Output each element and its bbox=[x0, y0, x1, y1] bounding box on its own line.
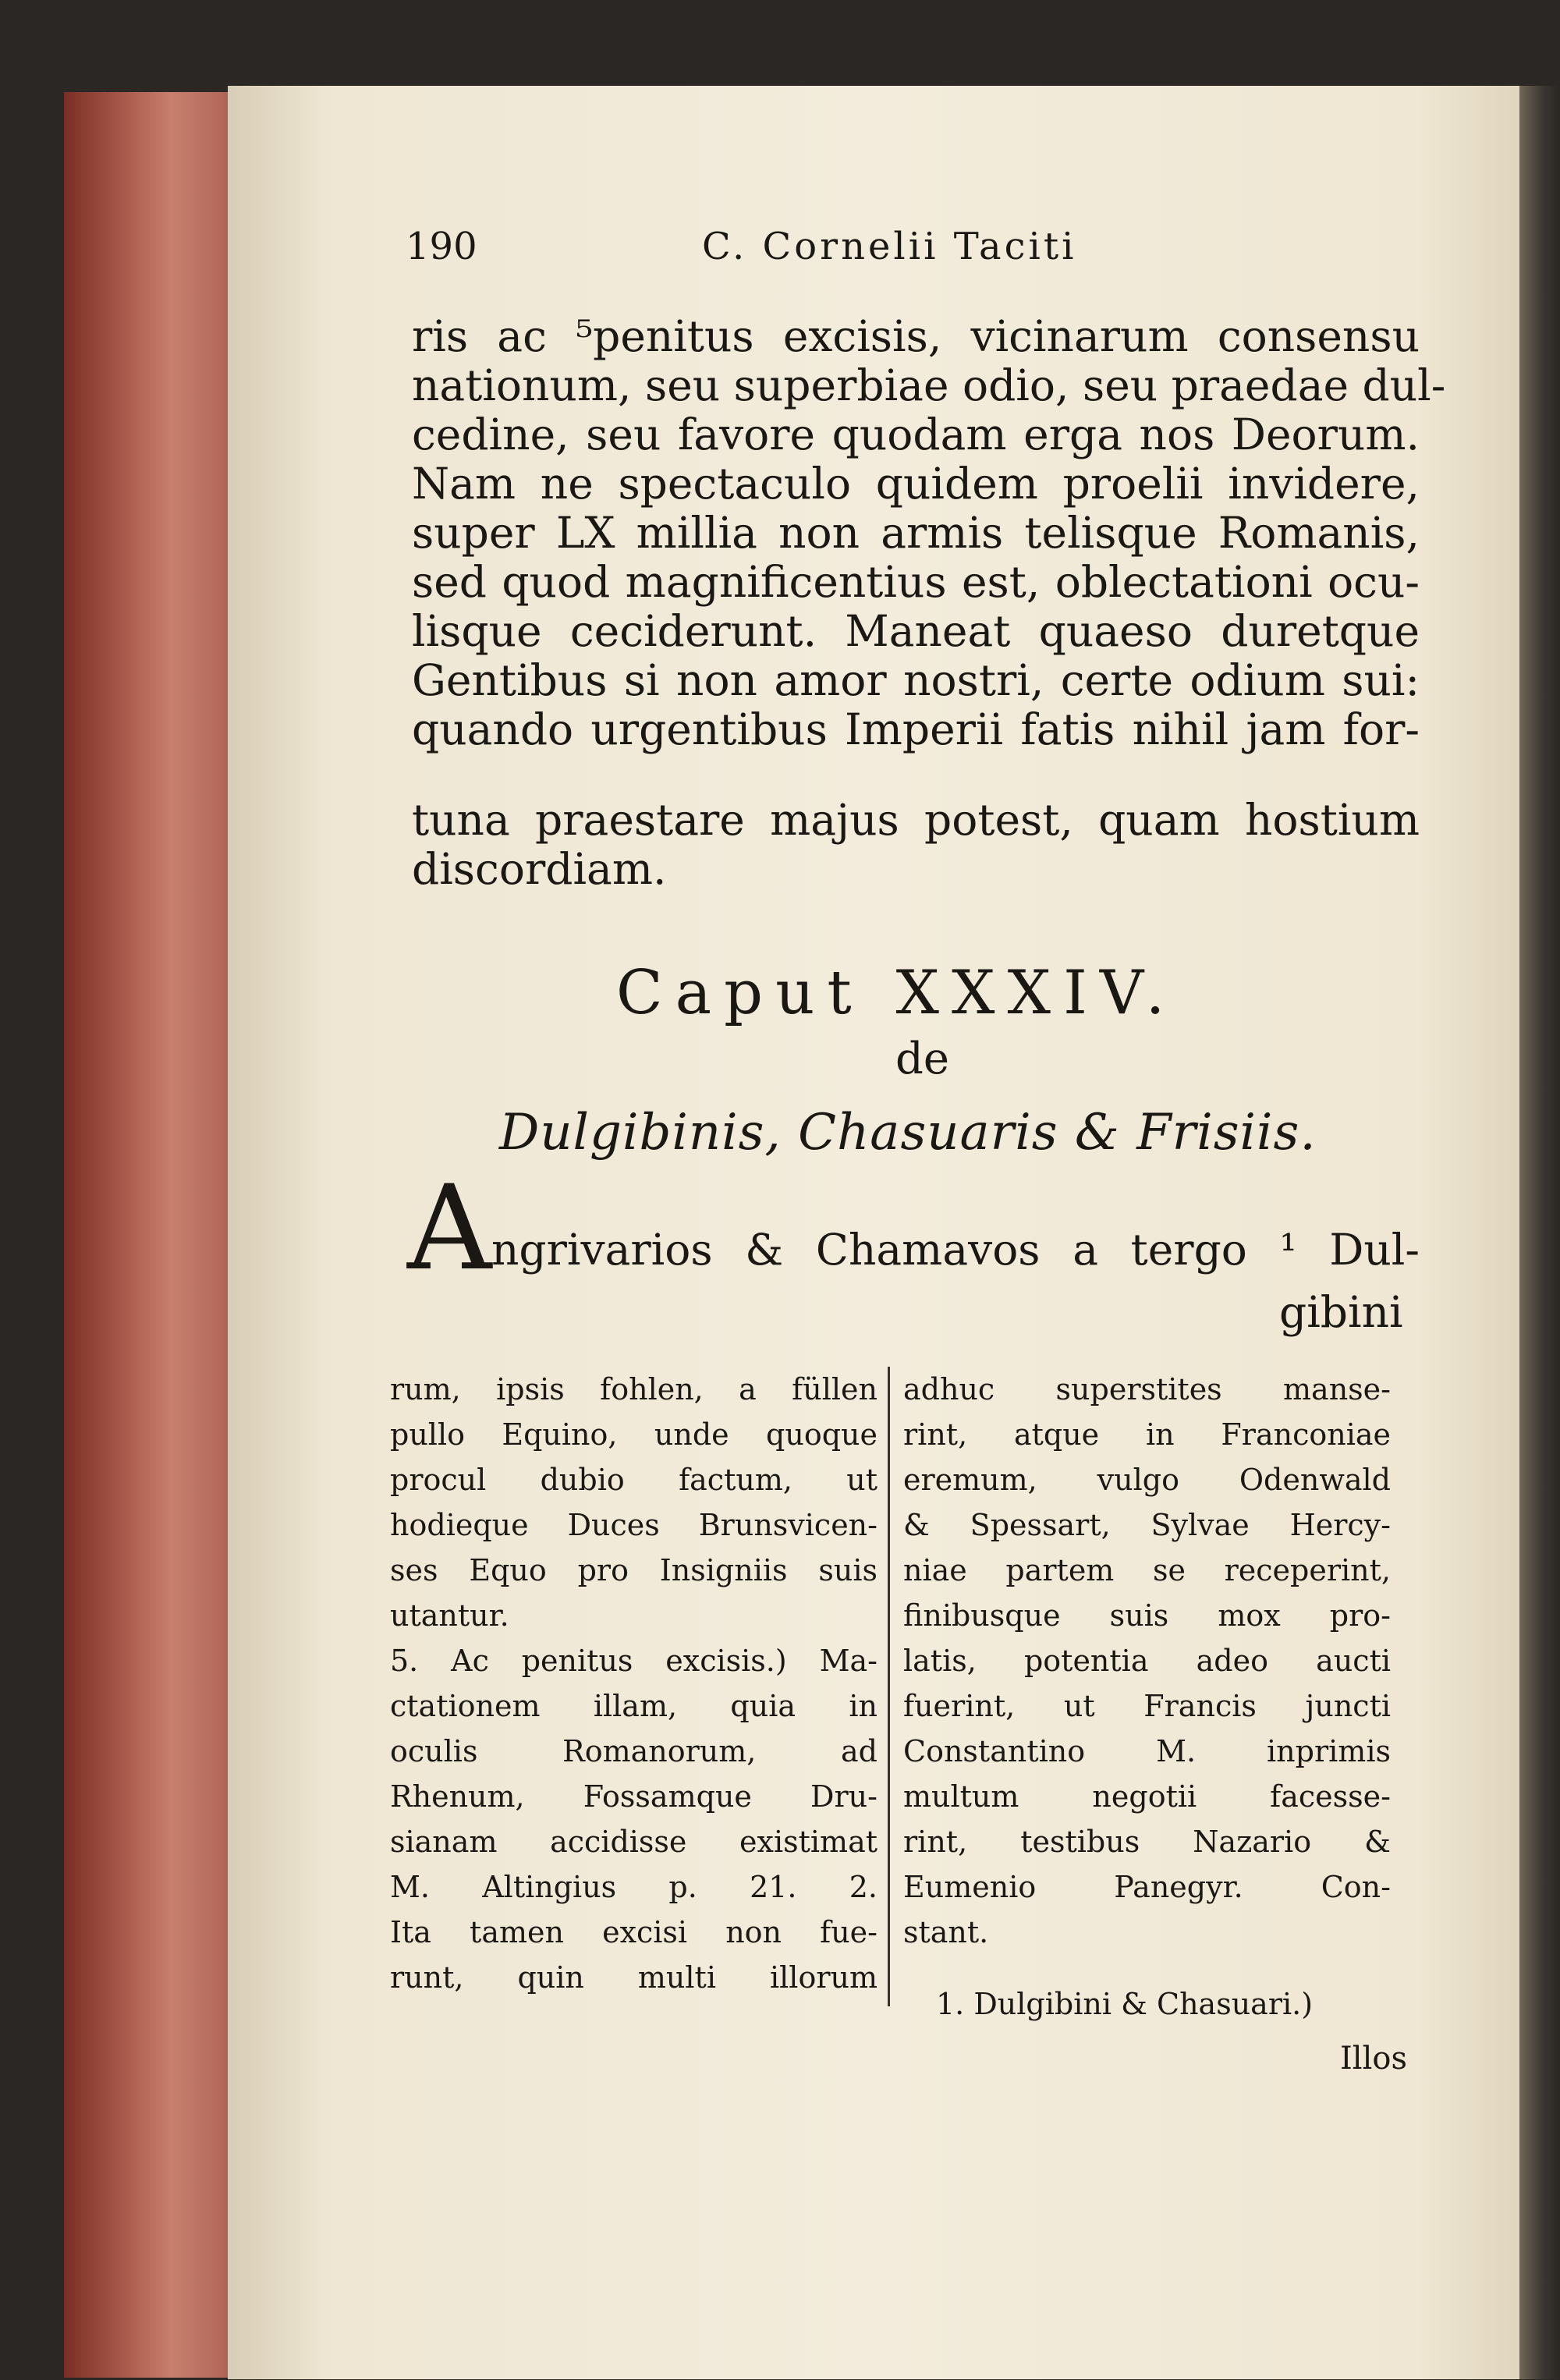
footnote-line: ses Equo pro Insigniis suis bbox=[390, 1553, 878, 1587]
main-text-line: Nam ne spectaculo quidem proelii invidere, bbox=[412, 459, 1420, 509]
main-text-line: sed quod magnificentius est, oblectationi ocu- bbox=[412, 557, 1420, 607]
footnote-line: multum negotii facesse- bbox=[903, 1779, 1391, 1814]
footnote-line: Rhenum, Fossamque Dru- bbox=[390, 1779, 878, 1814]
footnote-line: niae partem se receperint, bbox=[903, 1553, 1391, 1587]
main-text-line: tuna praestare majus potest, quam hostium bbox=[412, 795, 1420, 845]
chapter-subtitle: Dulgibinis, Chasuaris & Frisiis. bbox=[499, 1104, 1317, 1162]
footnote-line: utantur. bbox=[390, 1598, 509, 1633]
footnote-column-divider bbox=[888, 1367, 890, 2006]
footnote-line: stant. bbox=[903, 1915, 989, 1949]
footnote-line: Constantino M. inprimis bbox=[903, 1734, 1391, 1768]
footnote-line: oculis Romanorum, ad bbox=[390, 1734, 878, 1768]
main-text-line: lisque ceciderunt. Maneat quaeso duretque bbox=[412, 606, 1420, 656]
footnote-line: fuerint, ut Francis juncti bbox=[903, 1689, 1391, 1723]
main-text-line: quando urgentibus Imperii fatis nihil jam for- bbox=[412, 704, 1420, 754]
footnote-line: adhuc superstites manse- bbox=[903, 1372, 1391, 1406]
footnote-line: rint, atque in Franconiae bbox=[903, 1417, 1391, 1452]
drop-cap: A bbox=[407, 1161, 492, 1296]
footnote-line: 1. Dulgibini & Chasuari.) bbox=[936, 1987, 1314, 2021]
chapter-title: Caput XXXIV. bbox=[616, 958, 1178, 1028]
page-gutter-shadow bbox=[1519, 86, 1560, 2379]
footnote-line: procul dubio factum, ut bbox=[390, 1463, 878, 1497]
main-text-line: ris ac ⁵penitus excisis, vicinarum consensu bbox=[412, 311, 1420, 361]
footnote-line: 5. Ac penitus excisis.) Ma- bbox=[390, 1644, 878, 1678]
footnote-line: & Spessart, Sylvae Hercy- bbox=[903, 1508, 1391, 1542]
main-text-line: cedine, seu favore quodam erga nos Deorum. bbox=[412, 410, 1420, 459]
running-title: C. Cornelii Taciti bbox=[702, 225, 1077, 268]
footnote-line: rint, testibus Nazario & bbox=[903, 1825, 1391, 1859]
footnote-line: Eumenio Panegyr. Con- bbox=[903, 1870, 1391, 1904]
footnote-line: hodieque Duces Brunsvicen- bbox=[390, 1508, 878, 1542]
footnote-line: pullo Equino, unde quoque bbox=[390, 1417, 878, 1452]
page-number: 190 bbox=[406, 225, 477, 268]
main-text-line: Gentibus si non amor nostri, certe odium sui: bbox=[412, 655, 1420, 705]
main-text-line: nationum, seu superbiae odio, seu praedae dul- bbox=[412, 360, 1446, 410]
footnote-line: rum, ipsis fohlen, a füllen bbox=[390, 1372, 878, 1406]
main-text-line: discordiam. bbox=[412, 844, 667, 894]
footnote-line: latis, potentia adeo aucti bbox=[903, 1644, 1391, 1678]
footnote-line: runt, quin multi illorum bbox=[390, 1960, 878, 1995]
catchword: Illos bbox=[1340, 2041, 1407, 2077]
footnote-line: M. Altingius p. 21. 2. bbox=[390, 1870, 878, 1904]
footnote-line: eremum, vulgo Odenwald bbox=[903, 1463, 1391, 1497]
footnote-line: ctationem illam, quia in bbox=[390, 1689, 878, 1723]
main-text-line: super LX millia non armis telisque Romanis, bbox=[412, 508, 1420, 558]
chapter-de: de bbox=[895, 1034, 949, 1084]
opening-line: ngrivarios & Chamavos a tergo ¹ Dul- bbox=[491, 1225, 1420, 1275]
footnote-line: Ita tamen excisi non fue- bbox=[390, 1915, 878, 1949]
footnote-line: finibusque suis mox pro- bbox=[903, 1598, 1391, 1633]
opening-line-continuation: gibini bbox=[1279, 1287, 1403, 1337]
footnote-line: sianam accidisse existimat bbox=[390, 1825, 878, 1859]
